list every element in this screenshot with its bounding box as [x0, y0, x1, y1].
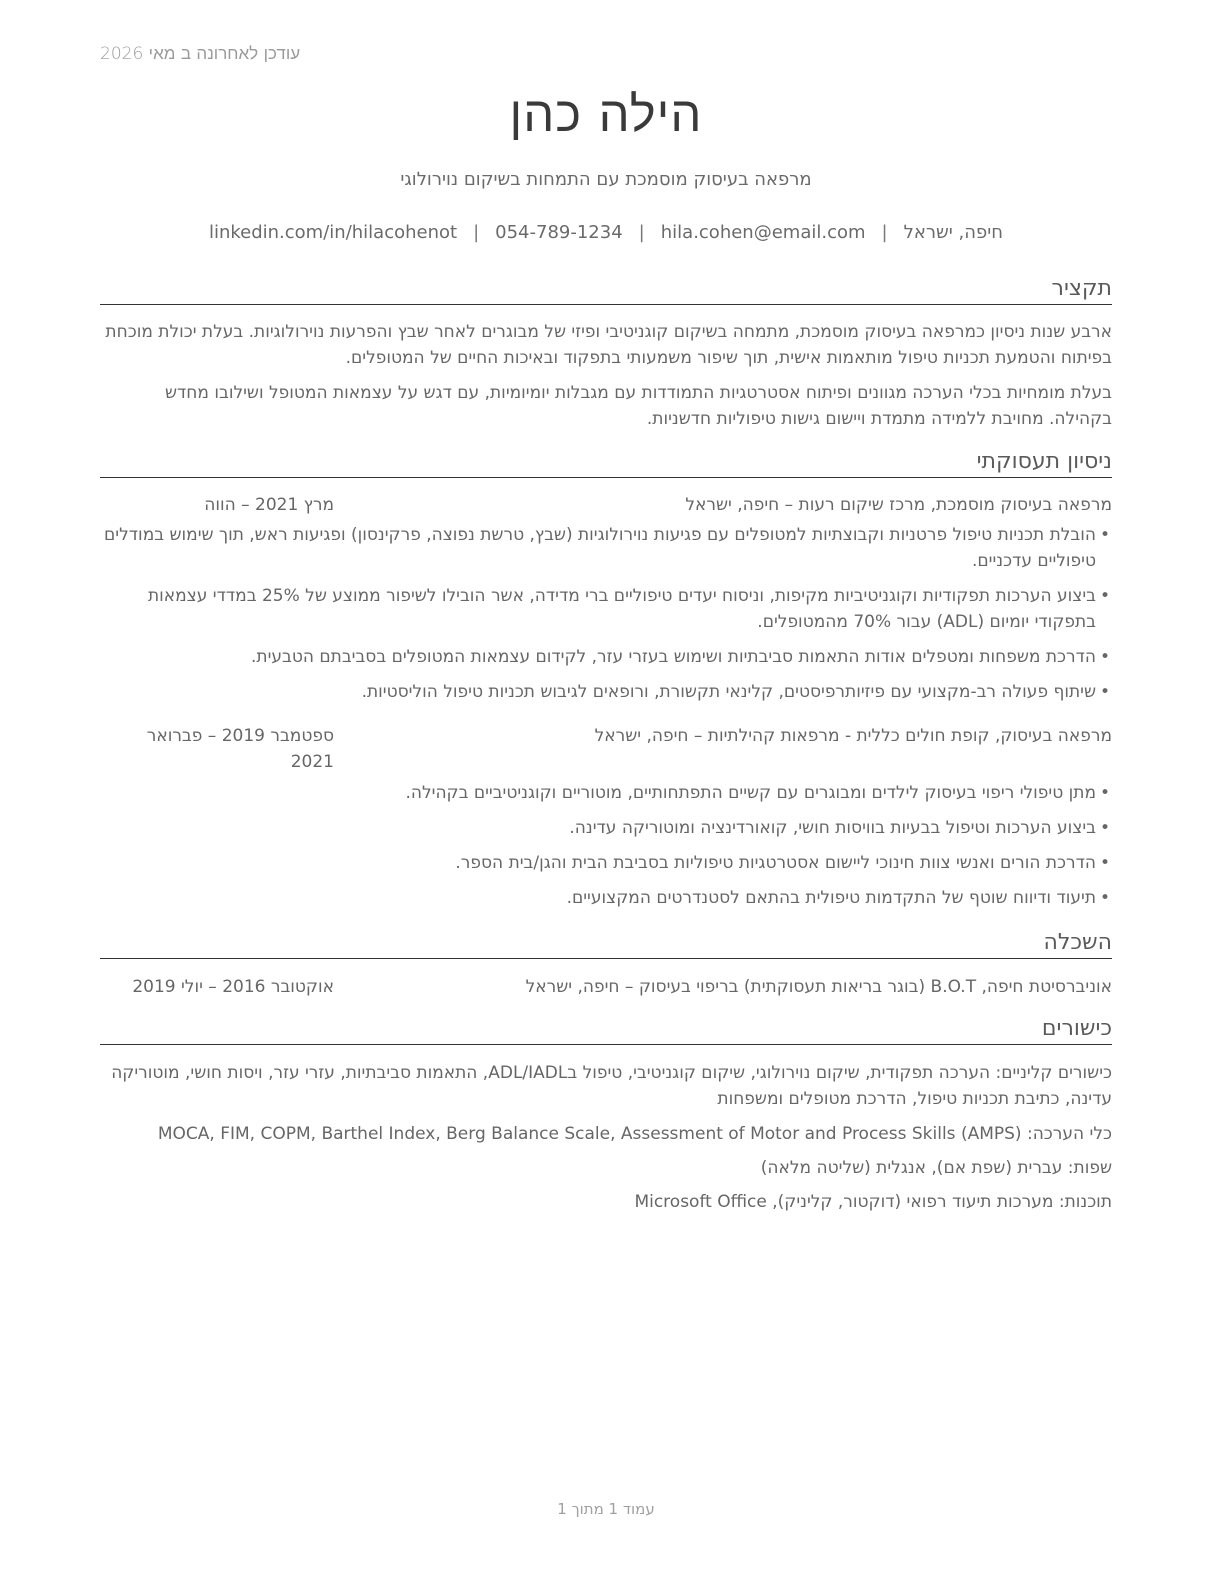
candidate-name: הילה כהן: [509, 86, 703, 143]
contact-separator: |: [881, 222, 888, 243]
list-item: • הדרכת משפחות ומטפלים אודות התאמות סביבתיות ושימוש בעזרי עזר, לקידום עצמאות המטופלים בסביבתם הטבעית.: [100, 644, 1112, 670]
skills-software: תוכנות: מערכות תיעוד רפואי (דוקטור, קליניק), Microsoft Office: [634, 1192, 1112, 1212]
job-dates: ספטמבר 2019 – פברואר 2021: [146, 726, 334, 772]
contact-separator: |: [473, 222, 480, 243]
last-updated: עודכן לאחרונה ב מאי 2026: [100, 44, 301, 64]
education-dates: אוקטובר 2016 – יולי 2019: [132, 977, 334, 997]
contact-line: [100, 222, 1112, 243]
contact-separator: |: [638, 222, 645, 243]
education-degree: אוניברסיטת חיפה, B.O.T (בוגר בריאות תעסוקתית) בריפוי בעיסוק – חיפה, ישראל: [525, 977, 1112, 997]
job-role: מרפאה בעיסוק מוסמכת, מרכז שיקום רעות – חיפה, ישראל: [685, 495, 1112, 515]
contact-email[interactable]: hila.cohen@email.com: [660, 222, 866, 243]
page-number: עמוד 1 מתוך 1: [557, 1500, 655, 1518]
list-item: • מתן טיפולי ריפוי בעיסוק לילדים ומבוגרים עם קשיים התפתחותיים, מוטוריים וקוגניטיביים בקהילה.: [100, 780, 1112, 806]
list-item: • הובלת תכניות טיפול פרטניות וקבוצתיות למטופלים עם פגיעות נוירולוגיות (שבץ, טרשת נפוצה, פרקינסון) ופגיעות ראש, תוך שימוש במודלים טיפוליים עדכניים.: [100, 522, 1112, 574]
skills-tools-label: כלי הערכה:: [1026, 1124, 1112, 1144]
skills-clinical: כישורים קליניים: הערכה תפקודית, שיקום נוירולוגי, שיקום קוגניטיבי, טיפול בADL/IADL, התאמות סביבתיות, עזרי עזר, ויסות חושי, מוטוריקה עדינה, כתיבת תכניות טיפול, הדרכת מטופלים ומשפחות: [111, 1063, 1112, 1109]
resume-page: [100, 0, 1112, 1584]
contact-linkedin[interactable]: linkedin.com/in/hilacohenot: [208, 222, 458, 243]
job-bullets: [100, 522, 1112, 714]
summary-paragraph: ארבע שנות ניסיון כמרפאה בעיסוק מוסמכת, מתמחה בשיקום קוגניטיבי ופיזי של מבוגרים לאחר שבץ והפרעות נוירולוגיות. בעלת יכולת מוכחת בפיתוח והטמעת תכניות טיפול מותאמות אישית, תוך שיפור משמעותי בתפקוד ובאיכות החיים של המטופלים.: [105, 322, 1112, 368]
job-role: מרפאה בעיסוק, קופת חולים כללית - מרפאות קהילתיות – חיפה, ישראל: [594, 726, 1112, 746]
section-heading-experience: ניסיון תעסוקתי: [100, 448, 1112, 478]
contact-location: חיפה, ישראל: [903, 222, 1004, 243]
job-dates: מרץ 2021 – הווה: [204, 495, 334, 515]
job-bullets: [100, 780, 1112, 920]
list-item: • תיעוד ודיווח שוטף של התקדמות טיפולית בהתאם לסטנדרטים המקצועיים.: [100, 885, 1112, 911]
list-item: • שיתוף פעולה רב-מקצועי עם פיזיותרפיסטים, קלינאי תקשורת, ורופאים לגיבוש תכניות טיפול הוליסטיות.: [100, 679, 1112, 705]
skills-languages: שפות: עברית (שפת אם), אנגלית (שליטה מלאה): [760, 1158, 1112, 1178]
skills-tools: [100, 1121, 1112, 1147]
list-item: • ביצוע הערכות וטיפול בבעיות בוויסות חושי, קואורדינציה ומוטוריקה עדינה.: [100, 815, 1112, 841]
professional-title: מרפאה בעיסוק מוסמכת עם התמחות בשיקום נוירולוגי: [400, 169, 812, 190]
list-item: • ביצוע הערכות תפקודיות וקוגניטיביות מקיפות, וניסוח יעדים טיפוליים ברי מדידה, אשר הובילו לשיפור ממוצע של 25% במדדי עצמאות בתפקודי יומיום (ADL) עבור 70% מהמטופלים.: [100, 583, 1112, 635]
skills-tools-list: MOCA, FIM, COPM, Barthel Index, Berg Balance Scale, Assessment of Motor and Process Skills (AMPS): [157, 1124, 1022, 1144]
section-heading-skills: כישורים: [100, 1015, 1112, 1045]
contact-phone[interactable]: 054-789-1234: [495, 222, 623, 243]
section-heading-summary: תקציר: [100, 275, 1112, 305]
section-heading-education: השכלה: [100, 929, 1112, 959]
summary-paragraph: בעלת מומחיות בכלי הערכה מגוונים ופיתוח אסטרטגיות התמודדות עם מגבלות יומיומיות, עם דגש על עצמאות המטופל ושילובו מחדש בקהילה. מחויבת ללמידה מתמדת ויישום גישות טיפוליות חדשניות.: [164, 383, 1112, 429]
list-item: • הדרכת הורים ואנשי צוות חינוכי ליישום אסטרטגיות טיפוליות בסביבת הבית והגן/בית הספר.: [100, 850, 1112, 876]
